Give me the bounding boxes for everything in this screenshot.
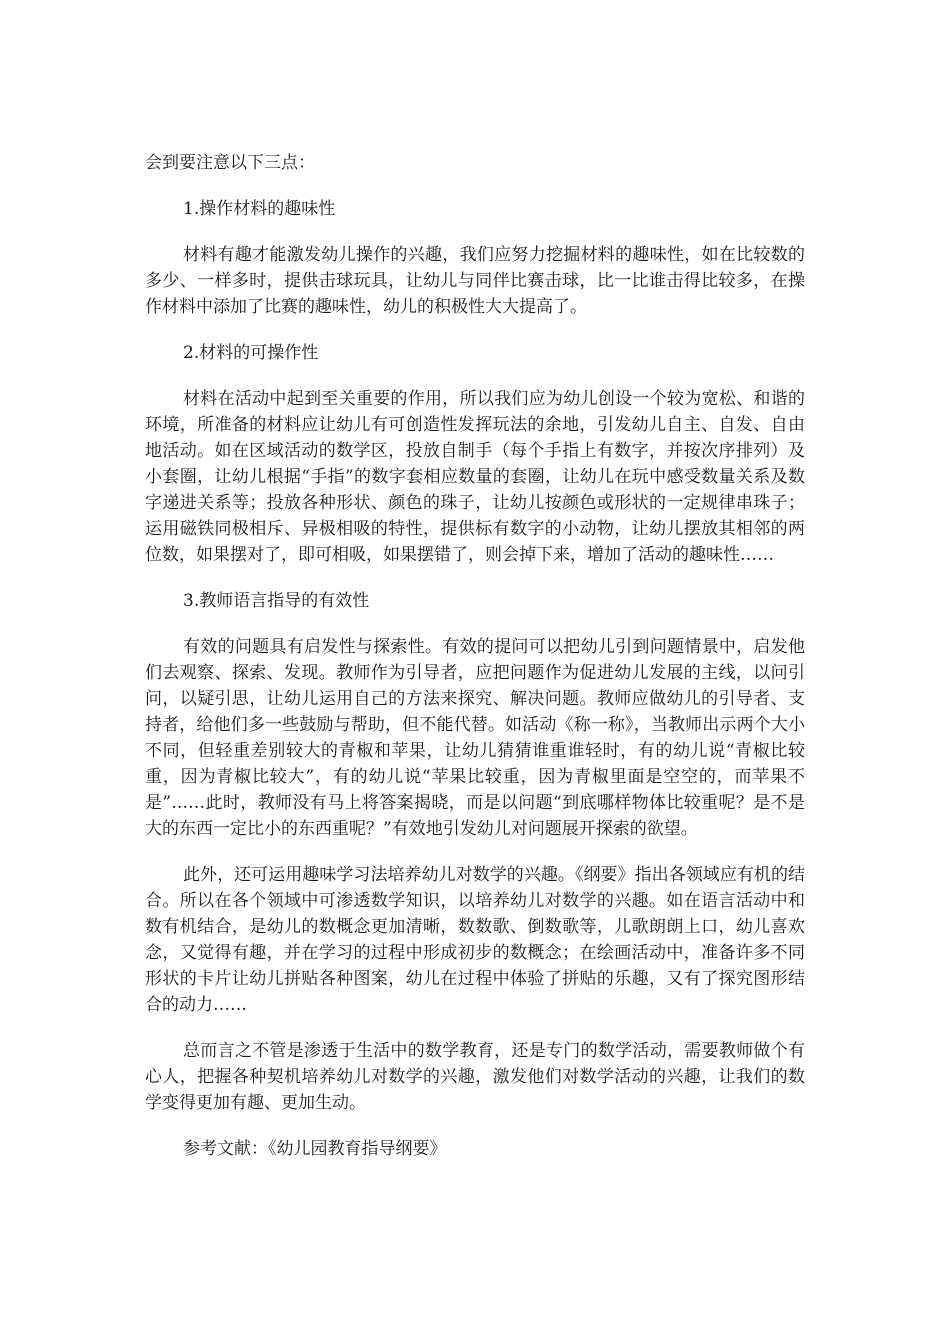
- section-3-body: 有效的问题具有启发性与探索性。有效的提问可以把幼儿引到问题情景中，启发他们去观察、探索、发现。教师作为引导者，应把问题作为促进幼儿发展的主线，以问引问，以疑引思，让幼儿运用自己的方法来探究、解决问题。教师应做幼儿的引导者、支持者，给他们多一些鼓励与帮助，但不能代替。如活动《称一称》，当教师出示两个大小不同，但轻重差别较大的青椒和苹果，让幼儿猜猜谁重谁轻时，有的幼儿说“青椒比较重，因为青椒比较大”，有的幼儿说“苹果比较重，因为青椒里面是空空的，而苹果不是”……此时，教师没有马上将答案揭晓，而是以问题“到底哪样物体比较重呢？是不是大的东西一定比小的东西重呢？”有效地引发幼儿对问题展开探索的欲望。: [145, 637, 805, 839]
- section-2-heading: 2.材料的可操作性: [183, 343, 319, 363]
- section-1-heading: 1.操作材料的趣味性: [183, 199, 336, 219]
- section-1-body: 材料有趣才能激发幼儿操作的兴趣，我们应努力挖掘材料的趣味性，如在比较数的多少、一样多时，提供击球玩具，让幼儿与同伴比赛击球，比一比谁击得比较多，在操作材料中添加了比赛的趣味性，幼儿的积极性大大提高了。: [145, 245, 805, 317]
- section-3-heading: 3.教师语言指导的有效性: [183, 591, 370, 611]
- section-2-body: 材料在活动中起到至关重要的作用，所以我们应为幼儿创设一个较为宽松、和谐的环境，所准备的材料应让幼儿有可创造性发挥玩法的余地，引发幼儿自主、自发、自由地活动。如在区域活动的数学区，投放自制手（每个手指上有数字，并按次序排列）及小套圈，让幼儿根据“手指”的数字套相应数量的套圈，让幼儿在玩中感受数量关系及数字递进关系等；投放各种形状、颜色的珠子，让幼儿按颜色或形状的一定规律串珠子；运用磁铁同极相斥、异极相吸的特性，提供标有数字的小动物，让幼儿摆放其相邻的两位数，如果摆对了，即可相吸，如果摆错了，则会掉下来，增加了活动的趣味性……: [145, 389, 805, 565]
- interest-paragraph: 此外，还可运用趣味学习法培养幼儿对数学的兴趣。《纲要》指出各领域应有机的结合。所以在各个领域中可渗透数学知识，以培养幼儿对数学的兴趣。如在语言活动中和数有机结合，是幼儿的数概念更加清晰，数数歌、倒数歌等，儿歌朗朗上口，幼儿喜欢念，又觉得有趣，并在学习的过程中形成初步的数概念；在绘画活动中，准备许多不同形状的卡片让幼儿拼贴各种图案，幼儿在过程中体验了拼贴的乐趣，又有了探究图形结合的动力……: [145, 865, 805, 1015]
- intro-line: 会到要注意以下三点：: [145, 153, 315, 173]
- references-line: 参考文献：《幼儿园教育指导纲要》: [183, 1139, 447, 1159]
- document-page: [145, 150, 805, 1162]
- summary-paragraph: 总而言之不管是渗透于生活中的数学教育，还是专门的数学活动，需要教师做个有心人，把握各种契机培养幼儿对数学的兴趣，激发他们对数学活动的兴趣，让我们的数学变得更加有趣、更加生动。: [145, 1041, 805, 1113]
